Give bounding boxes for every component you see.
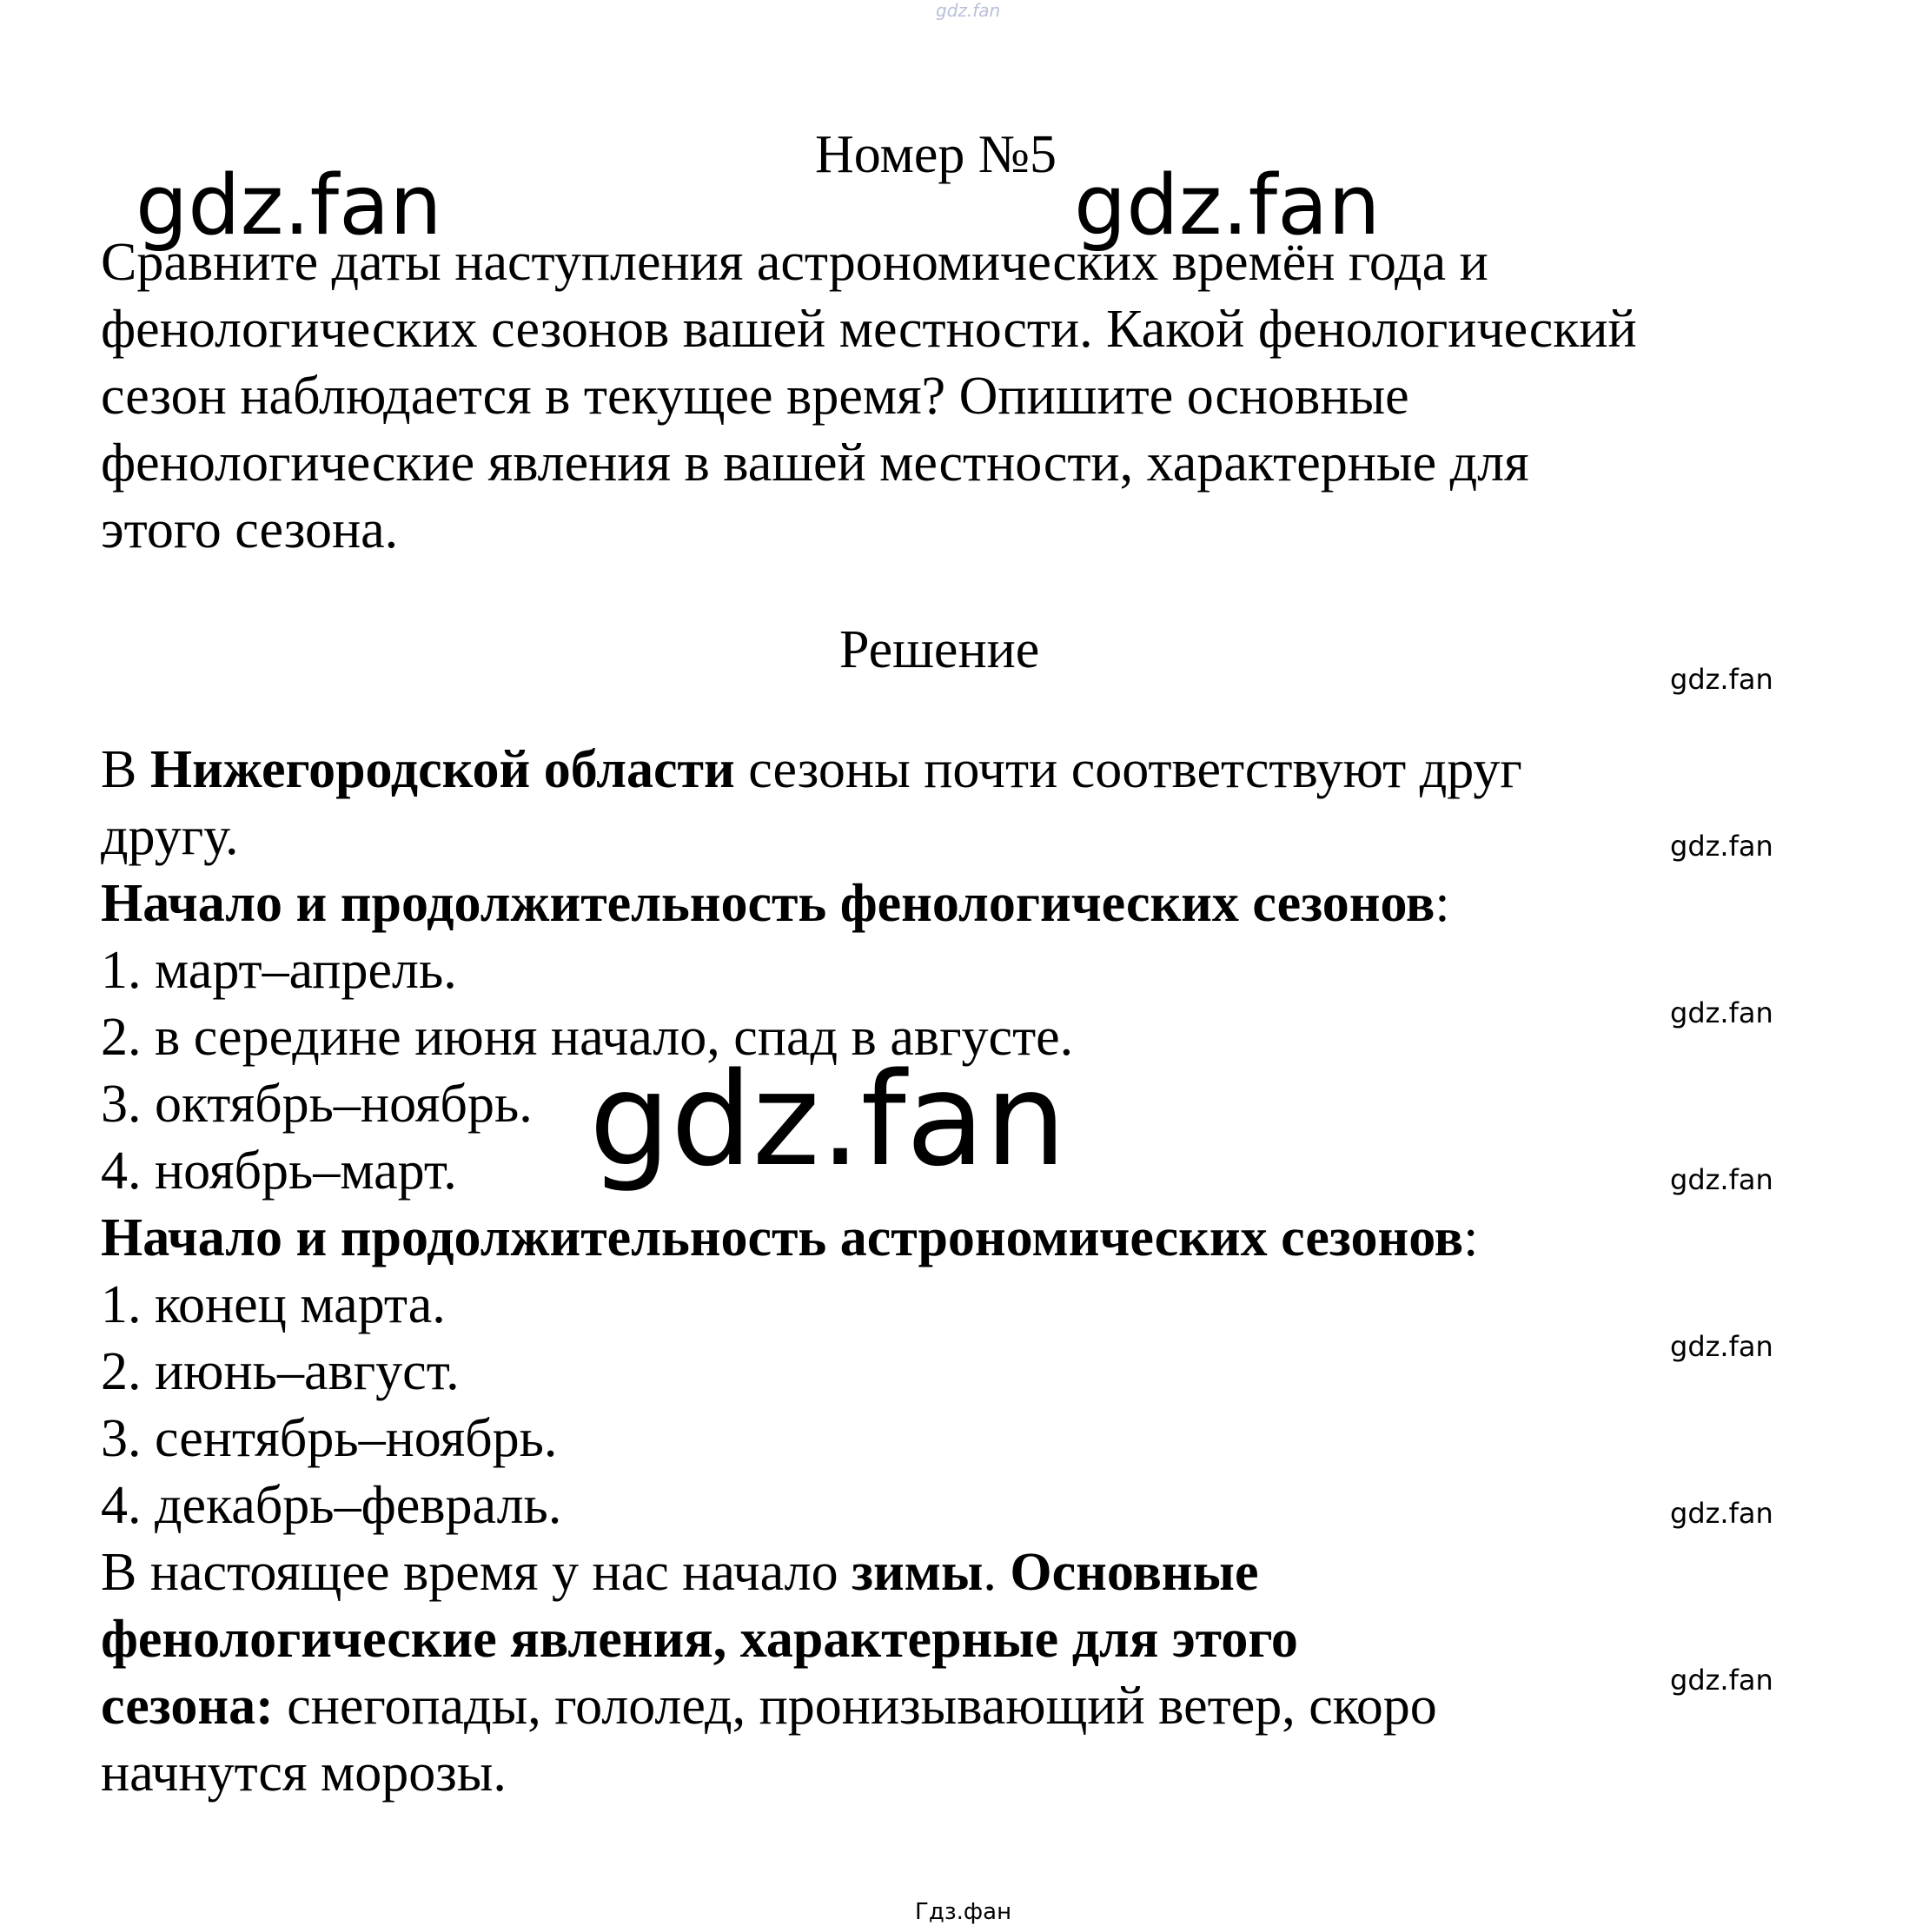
watermark-top: gdz.fan <box>936 0 1001 21</box>
watermark-big-right: gdz.fan <box>1074 158 1381 254</box>
list-item: 2. в середине июня начало, спад в августе. <box>101 1008 1074 1067</box>
task-line: фенологических сезонов вашей местности. Какой фенологический <box>101 300 1637 359</box>
conclusion-season: зимы <box>852 1543 984 1602</box>
conclusion-bold: сезона: <box>101 1677 274 1736</box>
phenological-heading-colon: : <box>1435 874 1450 933</box>
watermark-bottom: Гдз.фан <box>915 1899 1012 1925</box>
conclusion-line-2 <box>101 1606 1839 1673</box>
intro-region: Нижегородской области <box>149 740 735 799</box>
watermark-side: gdz.fan <box>1670 830 1773 863</box>
watermark-side: gdz.fan <box>1670 663 1773 696</box>
list-item: 4. ноябрь–март. <box>101 1141 457 1201</box>
conclusion-bold: Основные <box>1010 1543 1259 1602</box>
conclusion-text: снегопады, гололед, пронизывающий ветер, скоро <box>273 1677 1437 1736</box>
intro-before: В <box>101 740 150 799</box>
list-item: 2. июнь–август. <box>101 1342 460 1401</box>
list-item: 1. март–апрель. <box>101 941 457 1000</box>
watermark-huge-center: gdz.fan <box>589 1045 1067 1194</box>
conclusion-line-1 <box>101 1539 1839 1606</box>
conclusion-text: В настоящее время у нас начало <box>101 1543 852 1602</box>
task-line: этого сезона. <box>101 500 399 559</box>
astronomical-heading <box>101 1205 1839 1272</box>
watermark-side: gdz.fan <box>1670 996 1773 1029</box>
page-title: Номер №5 <box>815 125 1057 184</box>
list-item: 4. декабрь–февраль. <box>101 1476 562 1535</box>
list-item: 3. сентябрь–ноябрь. <box>101 1409 558 1468</box>
solution-heading: Решение <box>839 620 1040 679</box>
task-text <box>101 229 1839 564</box>
astronomical-heading-bold: Начало и продолжительность астрономических сезонов <box>101 1208 1464 1267</box>
task-line: фенологические явления в вашей местности, характерные для <box>101 433 1529 493</box>
watermark-side: gdz.fan <box>1670 1497 1773 1530</box>
intro-line-1 <box>101 737 1839 804</box>
phenological-heading <box>101 870 1839 937</box>
list-item: 1. конец марта. <box>101 1275 446 1334</box>
intro-after: сезоны почти соответствуют друг <box>734 740 1522 799</box>
astronomical-heading-colon: : <box>1463 1208 1479 1267</box>
task-line: сезон наблюдается в текущее время? Опишите основные <box>101 367 1409 426</box>
conclusion-bold: фенологические явления, характерные для этого <box>101 1610 1298 1669</box>
conclusion-dot: . <box>983 1543 1011 1602</box>
watermark-side: gdz.fan <box>1670 1664 1773 1697</box>
watermark-big-left: gdz.fan <box>136 158 442 254</box>
solution-body <box>101 737 1839 1807</box>
task-line: Сравните даты наступления астрономических времён года и <box>101 233 1488 292</box>
watermark-side: gdz.fan <box>1670 1330 1773 1363</box>
intro-line-2: другу. <box>101 807 239 866</box>
phenological-heading-bold: Начало и продолжительность фенологических сезонов <box>101 874 1435 933</box>
watermark-side: gdz.fan <box>1670 1163 1773 1196</box>
conclusion-line-3 <box>101 1673 1839 1740</box>
conclusion-line-4: начнутся морозы. <box>101 1743 507 1803</box>
list-item: 3. октябрь–ноябрь. <box>101 1075 533 1134</box>
